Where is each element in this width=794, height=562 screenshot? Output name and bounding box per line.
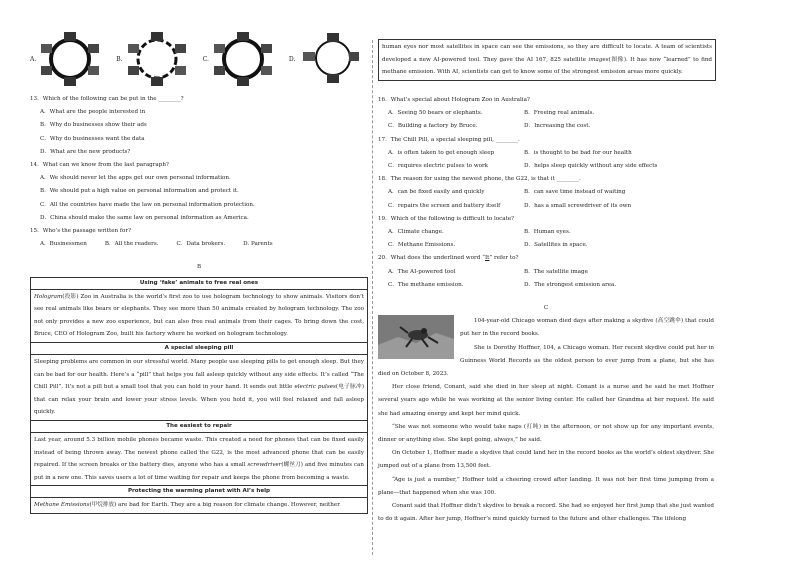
question-19 [378,213,714,253]
option: B．can save time instead of waiting [524,189,626,196]
option: C．The methane emission. [388,281,464,288]
question-15 [30,225,368,251]
option: C．Data brokers. [176,241,226,248]
section-heading-b: B [196,264,202,271]
option: B．Why do businesses show their ads [40,122,147,129]
option-letter: C. [202,55,209,63]
option-letter: A. [30,55,37,63]
options-grid [378,186,714,212]
question-13 [30,93,368,159]
option: A．The AI-powered tool [388,268,456,275]
question-stem: 16．What’s special about Hologram Zoo in Australia? [378,97,530,103]
cycle-diagram-icon [211,30,275,88]
question-18 [378,173,714,213]
option: B．The satellite image [524,268,588,275]
options-grid [378,226,714,252]
story-paragraph: Her close friend, Conant, said she died in her sleep at night. Conant is a nurse and he said he met Hoffner several years ago while he was working at the senior living center. He called her Grandma at her request. He said she had amazing energy and kept her mind quick. [378,384,714,417]
table-paragraph: Hologram(投影) Zoo in Australia is the world’s first zoo to use hologram technology to show animals. Visitors don’t see real animals like bears or elephants. They see more than 50 animals created by hologram technology. The zoo not only provides a new zoo experience, but can also free real animals from their cages. To bring down the cost, Bruce, CEO of Hologram Zoo, built his factory where he worked on hologram technology. [31,290,367,343]
option: D．Increasing the cost. [524,123,591,130]
option: C．repairs the screen and battery itself [388,202,501,209]
option: A．Seeing 50 bears or elephants. [388,110,483,117]
question-16 [378,94,714,134]
question-stem: 13．Which of the following can be put in the ________? [30,96,184,102]
option: B．is thought to be bad for our health [524,149,632,156]
diagram-option-d [289,30,362,88]
skydiver-image-icon [378,315,454,359]
table-paragraph: Last year, around 5.3 billion mobile phones became waste. This created a need for phones that can be fixed easily instead of being thrown away. The newest phone called the G22, is the most advanced phone that can be easily repaired. If the screen breaks or the battery dies, anyone who has a small screwdriver(螺丝刀) and five minutes can put in a new one. This saves users a lot of time waiting for repair and keeps the phone from becoming a waste. [31,433,367,486]
reading-table [30,277,368,514]
question-stem: 14．What can we know from the last paragraph? [30,162,169,169]
question-stem: 19．Which of the following is difficult to locate? [378,215,515,222]
option: A．We should never let the apps get our own personal information. [40,175,231,182]
option: A．Climate change. [388,229,444,236]
option: C．All the countries have made the law on personal information protection. [40,201,255,208]
table-heading: A special sleeping pill [31,343,367,355]
options-grid [378,147,714,173]
left-column [30,93,368,514]
skydive-photo [378,315,454,359]
cycle-diagram-icon [125,30,189,88]
option-letter: D. [288,55,296,63]
column-divider [372,40,373,555]
option: C．Methane Emissions. [388,242,456,249]
option: D. Parents [243,241,273,248]
table-paragraph: human eyes nor most satellites in space can see the emissions, so they are difficult to locate. A team of scientists developed a new AI-powered tool. They gave the AI 167, 825 satellite images(图像). It has now “learned” to find methane emission. With AI, scientists can get to know some of the strongest emission areas more quickly. [382,44,712,76]
option: A．What are the people interested in [40,109,146,116]
option: A．Businessmen [40,241,87,248]
story-paragraph: Conant said that Hoffner didn’t skydive to break a record. She had so enjoyed her first jump that she just wanted to do it again. After her jump, Hoffner’s mind quickly turned to the future and other challenges. The lifelong [378,503,714,523]
options-row [30,238,368,251]
reading-table-continued [378,39,716,81]
cycle-diagram-icon [38,30,102,88]
option: B．All the readers. [104,241,159,248]
option: C．Why do businesses want the data [40,135,145,142]
story-paragraph: On October 1, Hoffner made a skydive that could land her in the record books as the world’s oldest skydiver. She jumped out of a plane from 13,500 feet. [378,450,714,470]
story-paragraph: “She was not someone who would take naps (打盹) in the afternoon, or not show up for any important events, dinner or anything else. She kept going, always,” he said. [378,423,714,444]
option: B．Freeing real animals. [524,110,595,117]
diagram-option-b [116,30,188,88]
section-heading-c: C [543,305,549,312]
option: A．is often taken to get enough sleep [388,149,495,156]
table-heading: Protecting the warming planet with AI’s help [31,486,367,498]
cycle-diagram-icon [297,30,361,88]
option: D．China should make the same law on personal information as America. [40,214,249,221]
option: D．helps sleep quickly without any side effects [524,163,658,170]
diagram-option-c [203,30,275,88]
options-grid [378,107,714,133]
options-grid [378,266,714,292]
table-paragraph: Methane Emissions(甲烷排放) are bad for Earth. They are a big reason for climate change. However, neither [34,502,340,509]
question-stem: 17．The Chill Pill, a special sleeping pill, ________. [378,136,520,143]
option-letter: B. [116,55,123,63]
question-stem: 20．What does the underlined word “It” refer to? [378,255,519,262]
story-paragraph: She is Dorothy Hoffner, 104, a Chicago woman. Her recent skydive could put her in Guinness World Records as the oldest person to ever jump from a plane, but she has died on October 8, 2023. [378,344,714,378]
diagram-options-row [30,30,361,88]
story-paragraph: 104-year-old Chicago woman died days after making a skydive (高空跳伞) that could put her in the record books. [460,318,714,338]
story-paragraph: “Age is just a number,” Hoffner told a cheering crowd after landing. It was not her first time jumping from a plane—that happened when she was 100. [378,476,714,496]
table-paragraph: Sleeping problems are common in our stressful world. Many people use sleeping pills to get enough sleep. But they can be bad for our health. Here’s a “pill” that helps you fall asleep quickly without any side effects. It’s called “The Chill Pill”. It’s not a pill but a small tool that you can hold in your hand. It sends out little electric pulses(电子脉冲) that can relax your brain and lower your stress levels. When you hold it, you will feel relaxed and fall asleep quickly. [31,355,367,421]
option: D．What are the new products? [40,148,131,155]
option: D．Satellites in space. [524,242,588,249]
story-passage [378,315,714,526]
question-stem: 18．The reason for using the newest phone, the G22, is that it ________. [378,176,581,183]
option: A．can be fixed easily and quickly [388,189,485,196]
option: C．Building a factory by Bruce. [388,123,478,130]
question-17 [378,134,714,174]
option: D．has a small screwdriver of its own [524,202,632,209]
option: D．The strongest emission area. [524,281,617,288]
table-heading: The easiest to repair [31,421,367,433]
option: C．requires electric pulses to work [388,163,489,170]
table-heading: Using ‘fake’ animals to free real ones [31,278,367,290]
question-20 [378,252,714,292]
right-column [378,94,714,527]
question-stem: 15．Who’s the passage written for? [30,228,132,235]
diagram-option-a [30,30,102,88]
option: B．We should put a high value on personal information and protect it. [40,188,239,195]
option: B．Human eyes. [524,229,571,236]
question-14 [30,159,368,225]
